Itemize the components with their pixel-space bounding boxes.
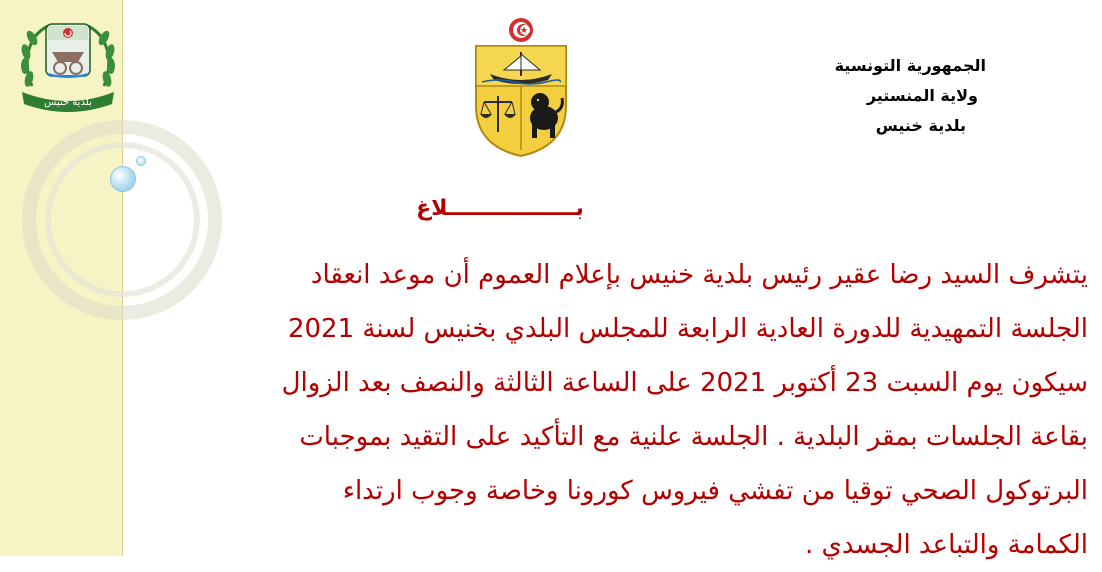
bubble-decoration-small — [136, 156, 146, 166]
tunisia-coat-of-arms — [468, 14, 574, 160]
letterhead-governorate: ولاية المنستير — [866, 86, 978, 105]
announcement-line: يتشرف السيد رضا عقير رئيس بلدية خنيس بإعلام العموم أن موعد انعقاد — [310, 260, 1088, 290]
announcement-line: الكمامة والتباعد الجسدي . — [805, 530, 1088, 560]
bubble-decoration — [110, 166, 136, 192]
announcement-body — [146, 248, 1088, 572]
logo-caption: بلدية خنيس — [44, 97, 92, 108]
letterhead — [770, 56, 990, 146]
municipality-logo — [8, 6, 128, 116]
announcement-line: البرتوكول الصحي توقيا من تفشي فيروس كورونا وخاصة وجوب ارتداء — [342, 476, 1088, 506]
announcement-line: بقاعة الجلسات بمقر البلدية . الجلسة علنية مع التأكيد على التقيد بموجبات — [299, 422, 1088, 452]
announcement-line: سيكون يوم السبت 23 أكتوبر 2021 على الساعة الثالثة والنصف بعد الزوال — [281, 368, 1088, 398]
announcement-line: الجلسة التمهيدية للدورة العادية الرابعة للمجلس البلدي بخنيس لسنة 2021 — [287, 314, 1088, 344]
announcement-title: بـــــــــــــــــلاغ — [416, 196, 584, 221]
letterhead-republic: الجمهورية التونسية — [834, 56, 986, 75]
letterhead-municipality: بلدية خنيس — [875, 116, 966, 135]
